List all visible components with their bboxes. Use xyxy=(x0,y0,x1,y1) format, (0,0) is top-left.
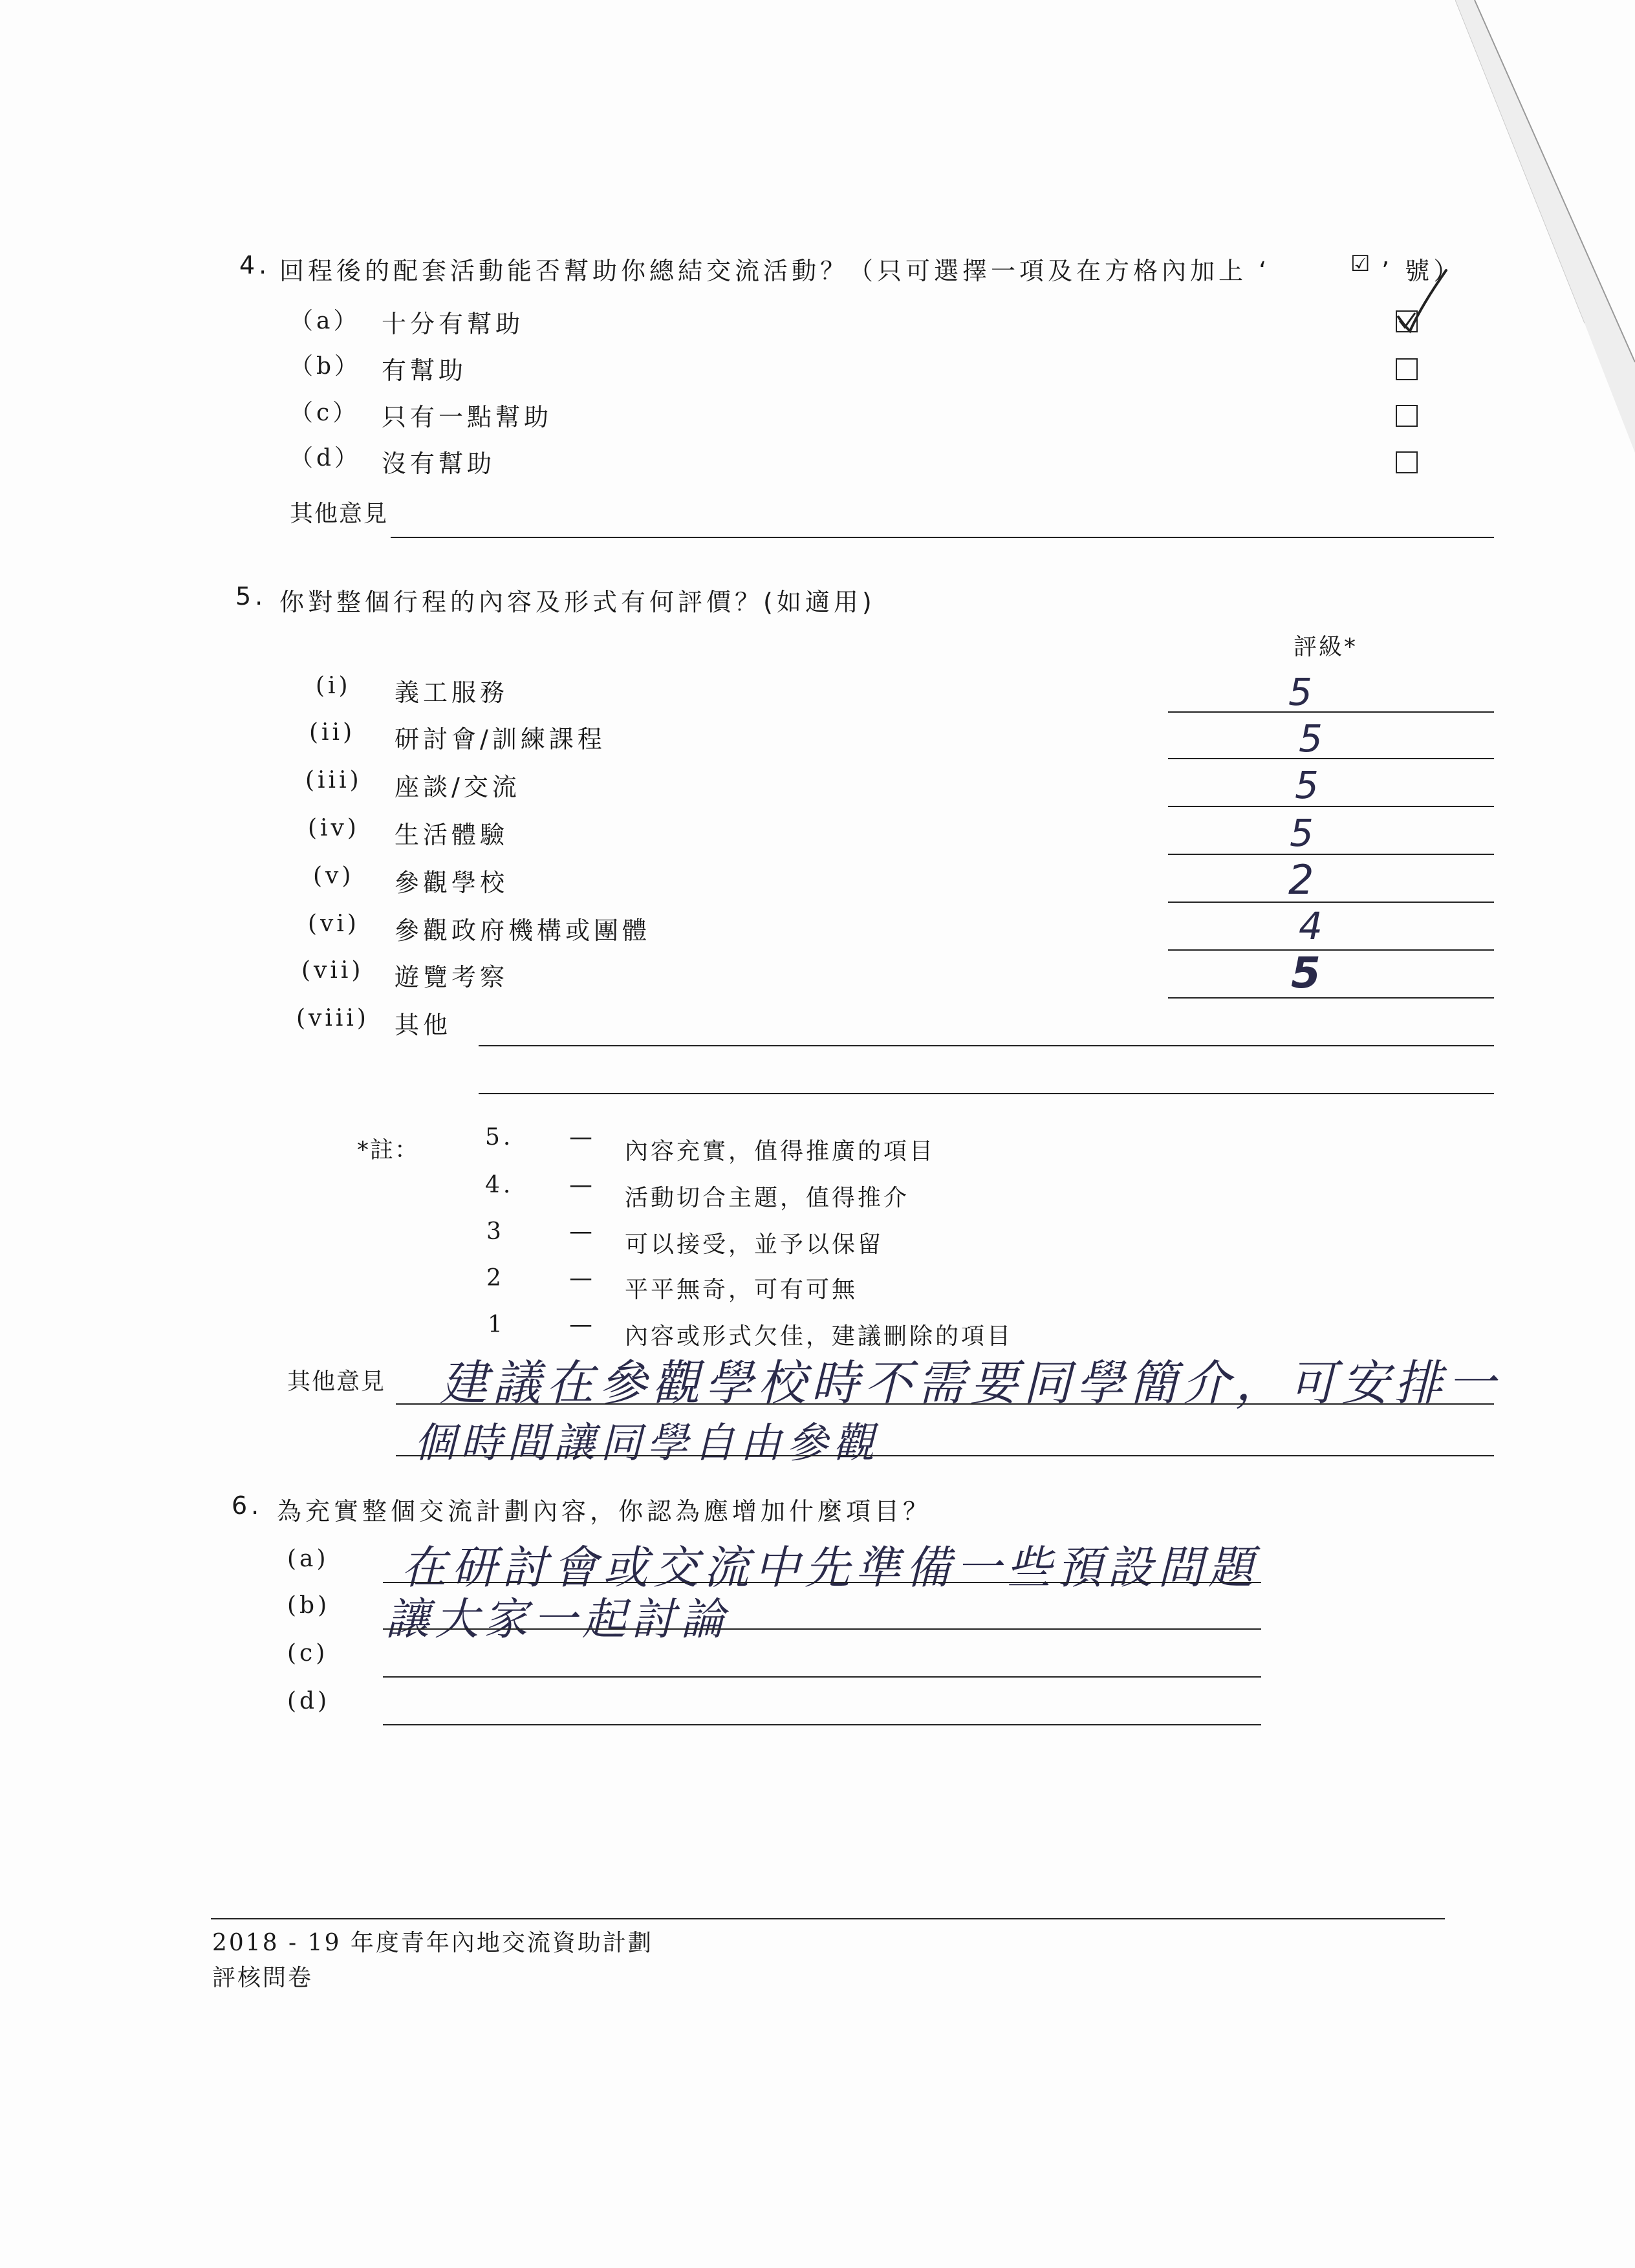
scale-desc: 平平無奇，可有可無 xyxy=(625,1277,858,1303)
q6-option-key: (b) xyxy=(287,1592,330,1619)
q5-item-key: (v) xyxy=(313,863,354,889)
q4-option-label: 只有一點幫助 xyxy=(382,403,553,431)
scale-desc: 可以接受，並予以保留 xyxy=(625,1231,884,1258)
q6-answer-line[interactable] xyxy=(383,1628,1261,1630)
scale-dash: — xyxy=(569,1124,596,1150)
q6-option-key: (d) xyxy=(287,1688,330,1714)
q6-number: 6. xyxy=(232,1491,263,1520)
scale-desc: 內容充實，值得推廣的項目 xyxy=(625,1138,936,1165)
q4-text-end: ’ 號） xyxy=(1381,257,1462,285)
q5-rating-value[interactable]: 5 xyxy=(1295,763,1319,807)
check-mark-symbol-icon: ☑ xyxy=(1350,251,1374,277)
q5-rating-value[interactable]: 5 xyxy=(1291,948,1321,998)
handwritten-check-icon xyxy=(1391,266,1449,338)
scale-score: 2 xyxy=(486,1265,504,1291)
q5-item-label: 研討會/訓練課程 xyxy=(395,725,606,753)
q4-option-key: （a） xyxy=(290,308,360,334)
q5-rating-line[interactable] xyxy=(1168,758,1494,759)
q5-rating-line[interactable] xyxy=(1168,997,1494,999)
q5-item-label: 義工服務 xyxy=(395,678,509,707)
q5-text: 你對整個行程的內容及形式有何評價？(如適用) xyxy=(279,588,876,616)
q4-checkbox-c[interactable] xyxy=(1396,405,1418,427)
q6-answer-line[interactable] xyxy=(383,1582,1261,1583)
q4-option-key: （b） xyxy=(290,353,362,380)
q5-rating-header: 評級* xyxy=(1294,634,1358,660)
scale-score: 3 xyxy=(486,1218,504,1245)
q5-handwritten-comment-2[interactable]: 個時間讓同學自由參觀 xyxy=(414,1420,880,1467)
q5-other-input-line-2[interactable] xyxy=(479,1093,1494,1094)
q5-rating-line[interactable] xyxy=(1168,711,1494,713)
q4-other-input-line[interactable] xyxy=(391,537,1494,538)
q6-option-key: (a) xyxy=(287,1546,329,1572)
q4-checkbox-b[interactable] xyxy=(1396,358,1418,380)
q5-item-key: (vi) xyxy=(308,911,360,937)
q6-handwritten-answer[interactable]: 讓大家一起討論 xyxy=(385,1594,730,1645)
q6-option-key: (c) xyxy=(287,1640,329,1667)
scale-score: 5. xyxy=(485,1124,514,1150)
q5-rating-line[interactable] xyxy=(1168,949,1494,951)
page-edge-shadow xyxy=(1455,0,1635,453)
q5-item-label: 參觀政府機構或團體 xyxy=(395,916,651,945)
footer-divider xyxy=(211,1918,1445,1919)
q6-answer-line[interactable] xyxy=(383,1724,1261,1725)
q5-item-key: (iv) xyxy=(308,815,360,841)
q5-handwritten-comment-1[interactable]: 建議在參觀學校時不需要同學簡介，可安排一 xyxy=(440,1355,1500,1411)
scale-desc: 活動切合主題，值得推介 xyxy=(625,1185,910,1211)
q5-item-key: (iii) xyxy=(305,767,362,794)
q5-rating-value[interactable]: 2 xyxy=(1288,856,1314,903)
q6-text: 為充實整個交流計劃內容，你認為應增加什麼項目？ xyxy=(277,1497,932,1526)
q5-other-input-line-1[interactable] xyxy=(479,1045,1494,1046)
q5-item-label: 其他 xyxy=(395,1011,452,1039)
footer-document-name: 評核問卷 xyxy=(212,1965,314,1991)
q4-number: 4. xyxy=(239,251,271,279)
q4-option-label: 十分有幫助 xyxy=(382,310,525,338)
q5-item-key: (i) xyxy=(316,673,351,699)
q4-other-label: 其他意見 xyxy=(290,501,389,527)
q5-other-input-line-2[interactable] xyxy=(396,1455,1494,1456)
q5-item-label: 座談/交流 xyxy=(395,773,521,801)
q5-other-label: 其他意見 xyxy=(287,1368,386,1395)
q4-text: 回程後的配套活動能否幫助你總結交流活動？（只可選擇一項及在方格內加上 ‘ xyxy=(279,257,1271,285)
q6-answer-line[interactable] xyxy=(383,1676,1261,1678)
q5-note-label: *註： xyxy=(357,1137,420,1163)
q5-other-input-line-1[interactable] xyxy=(396,1403,1494,1405)
q6-handwritten-answer[interactable]: 在研討會或交流中先準備一些預設問題 xyxy=(401,1541,1259,1594)
q4-option-key: （d） xyxy=(290,445,362,471)
q4-option-label: 沒有幫助 xyxy=(382,449,496,478)
scale-dash: — xyxy=(569,1265,596,1291)
q5-rating-value[interactable]: 4 xyxy=(1299,904,1323,948)
footer-programme-title: 2018 - 19 年度青年內地交流資助計劃 xyxy=(212,1930,653,1956)
q5-item-label: 生活體驗 xyxy=(395,821,509,849)
q5-item-key: (viii) xyxy=(296,1005,369,1031)
scale-dash: — xyxy=(569,1218,596,1245)
q5-item-label: 遊覽考察 xyxy=(395,963,509,991)
q5-rating-value[interactable]: 5 xyxy=(1288,670,1312,714)
q5-rating-line[interactable] xyxy=(1168,854,1494,855)
q5-item-label: 參觀學校 xyxy=(395,869,509,897)
q5-rating-line[interactable] xyxy=(1168,902,1494,903)
scale-desc: 內容或形式欠佳，建議刪除的項目 xyxy=(625,1323,1013,1350)
q5-rating-value[interactable]: 5 xyxy=(1299,717,1323,761)
q4-checkbox-d[interactable] xyxy=(1396,451,1418,473)
q5-item-key: (ii) xyxy=(309,719,356,746)
scale-score: 1 xyxy=(488,1312,506,1338)
q4-option-label: 有幫助 xyxy=(382,356,468,385)
scale-score: 4. xyxy=(485,1172,514,1198)
q5-item-key: (vii) xyxy=(301,957,364,984)
q5-rating-line[interactable] xyxy=(1168,806,1494,807)
q4-option-key: （c） xyxy=(290,400,360,426)
scale-dash: — xyxy=(569,1312,596,1338)
q5-rating-value[interactable]: 5 xyxy=(1290,811,1314,855)
q5-number: 5. xyxy=(235,582,267,610)
scale-dash: — xyxy=(569,1172,596,1198)
